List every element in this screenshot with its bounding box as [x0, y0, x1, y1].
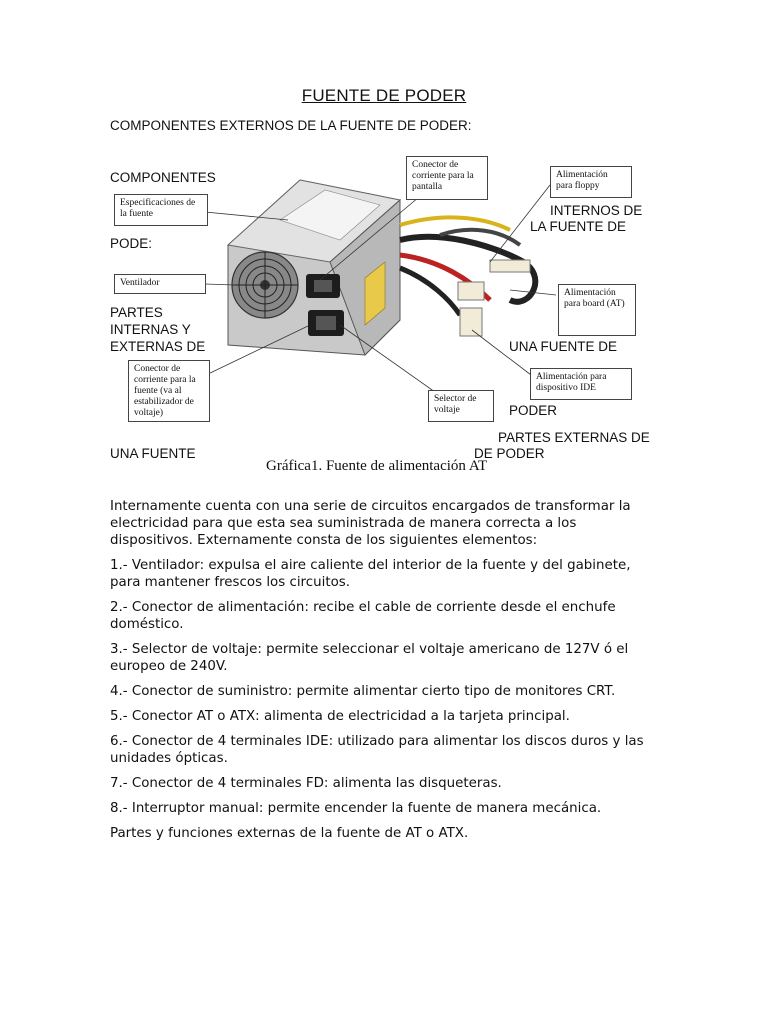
callout-especificaciones: Especificaciones de la fuente [114, 194, 208, 226]
callout-ventilador: Ventilador [114, 274, 206, 294]
callout-ide: Alimentación para dispositivo IDE [530, 368, 632, 400]
callout-conector-pantalla: Conector de corriente para la pantalla [406, 156, 488, 200]
list-item-8: 8.- Interruptor manual: permite encender la fuente de manera mecánica. [110, 801, 602, 816]
list-item-7: 7.- Conector de 4 terminales FD: alimenta las disqueteras. [110, 776, 502, 791]
overlay-partes-line2: INTERNAS Y [110, 322, 191, 337]
list-item-4: 4.- Conector de suministro: permite alimentar cierto tipo de monitores CRT. [110, 684, 616, 699]
list-item-6: 6.- Conector de 4 terminales IDE: utilizado para alimentar los discos duros y las unidades ópticas. [110, 734, 644, 766]
overlay-partes-line3: EXTERNAS DE [110, 339, 206, 354]
figure-caption: Gráfica1. Fuente de alimentación AT [266, 458, 488, 474]
callout-board: Alimentación para board (AT) [558, 284, 636, 336]
overlay-componentes: COMPONENTES [110, 170, 216, 185]
list-item-1: 1.- Ventilador: expulsa el aire caliente del interior de la fuente y del gabinete, para mantener frescos los circuitos. [110, 558, 631, 590]
list-item-3: 3.- Selector de voltaje: permite seleccionar el voltaje americano de 127V ó el europeo de 240V. [110, 642, 629, 674]
overlay-una-fuente-de: UNA FUENTE DE [509, 339, 618, 354]
section-subtitle: COMPONENTES EXTERNOS DE LA FUENTE DE PODER: [110, 118, 472, 133]
list-item-2: 2.- Conector de alimentación: recibe el cable de corriente desde el enchufe doméstico. [110, 600, 616, 632]
overlay-partes-line1: PARTES [110, 305, 163, 320]
paragraph-intro: Internamente cuenta con una serie de circuitos encargados de transformar la electricidad para que esta sea suministrada de manera correcta a los dispositivos. Externamente consta de los siguientes elementos: [110, 499, 631, 548]
overlay-una-fuente-left: UNA FUENTE [110, 446, 196, 461]
callout-selector: Selector de voltaje [428, 390, 494, 422]
overlay-la-fuente-de: LA FUENTE DE [530, 219, 627, 234]
overlay-de-poder: DE PODER [474, 446, 545, 461]
callout-floppy: Alimentación para floppy [550, 166, 632, 198]
page-title: FUENTE DE PODER [301, 86, 467, 105]
list-item-5: 5.- Conector AT o ATX: alimenta de electricidad a la tarjeta principal. [110, 709, 570, 724]
callout-estabilizador: Conector de corriente para la fuente (va al estabilizador de voltaje) [128, 360, 210, 422]
overlay-poder: PODER [509, 403, 558, 418]
paragraph-closing: Partes y funciones externas de la fuente de AT o ATX. [110, 826, 469, 841]
overlay-partes-externas: PARTES EXTERNAS DE [498, 430, 650, 445]
overlay-internos-de: INTERNOS DE [550, 203, 643, 218]
body-text [110, 498, 658, 850]
overlay-pode: PODE: [110, 236, 153, 251]
